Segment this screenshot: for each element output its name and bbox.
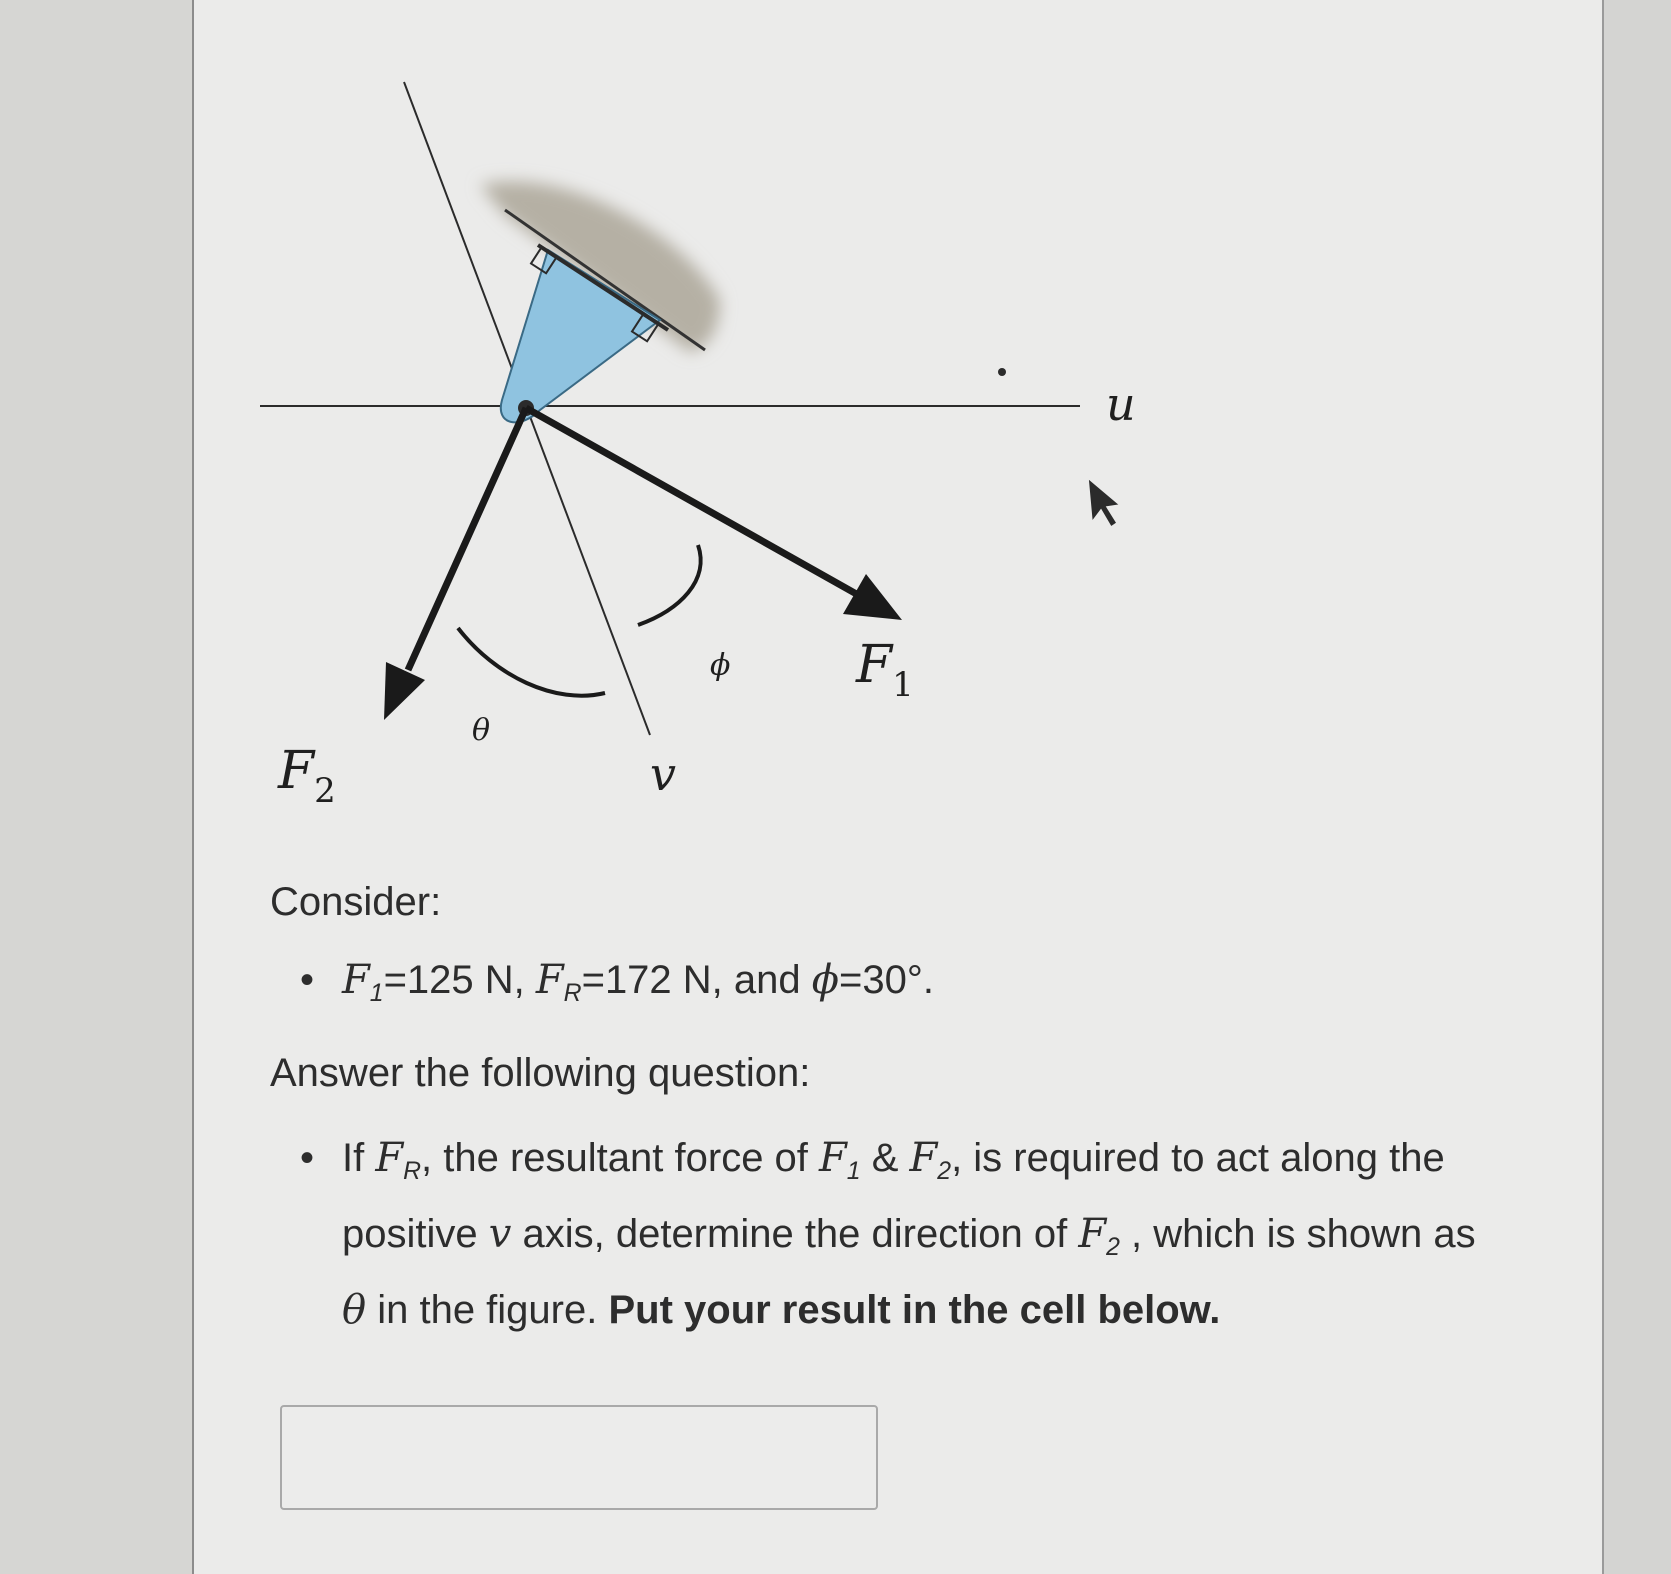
problem-text (270, 878, 1500, 1381)
f2-label: $F_2$ (278, 741, 336, 811)
stray-mark (998, 368, 1006, 376)
f1-label: $F_1$ (856, 635, 914, 705)
bullet-icon: • (300, 958, 315, 1002)
given-values-item: • $F_1=125$ N, $F_R=172$ N, and ϕ=30°. (300, 957, 934, 1007)
v-axis-label: v (650, 747, 676, 801)
mouse-cursor-icon (1088, 478, 1120, 527)
u-axis-label: u (1106, 377, 1136, 431)
f1-arrowhead (843, 574, 902, 620)
theta-arc (458, 628, 605, 696)
phi-arc (638, 545, 701, 625)
phi-label: ϕ (710, 648, 731, 683)
theta-label: θ (472, 713, 491, 748)
consider-heading: Consider: (270, 880, 442, 924)
bullet-icon: • (300, 1135, 315, 1180)
f2-arrow-shaft (408, 408, 526, 670)
f1-arrow-shaft (526, 408, 860, 596)
answer-input-cell[interactable] (280, 1405, 878, 1510)
question-item: • If $F_R$, the resultant force of $F_1$ & $F_2$, is required to act along the positive v axis, determine the direction of $F_2$ , which is shown as θ in the figure. Put your result in the cell below. (270, 1127, 1500, 1341)
f2-arrowhead (384, 662, 425, 720)
answer-heading: Answer the following question: (270, 1050, 811, 1095)
